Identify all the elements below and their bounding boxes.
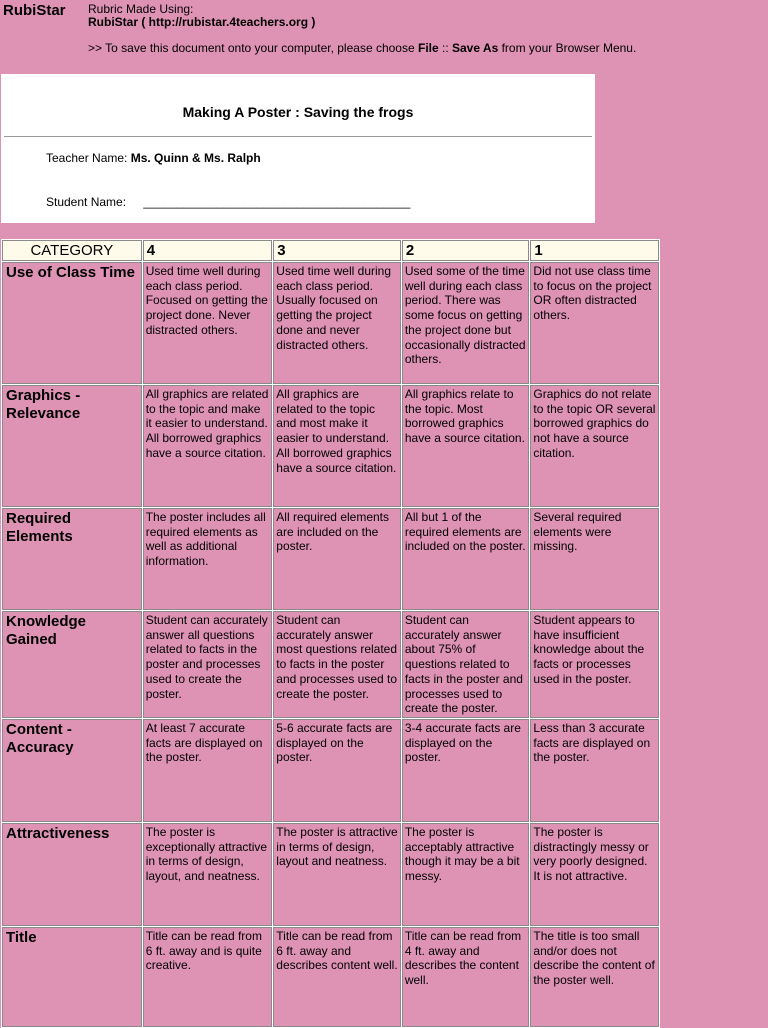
rubric-cell: All required elements are included on the poster.: [273, 508, 401, 610]
save-note-separator: ::: [438, 41, 452, 55]
save-instructions: [88, 41, 636, 55]
rubric-cell: 3-4 accurate facts are displayed on the poster.: [402, 719, 530, 822]
table-row: [2, 611, 659, 718]
table-row: [2, 823, 659, 926]
category-cell: Use of Class Time: [2, 262, 142, 384]
rubric-cell: All but 1 of the required elements are included on the poster.: [402, 508, 530, 610]
rubric-cell: 5-6 accurate facts are displayed on the poster.: [273, 719, 401, 822]
category-cell: Content - Accuracy: [2, 719, 142, 822]
column-header-3: 3: [273, 240, 401, 261]
rubric-cell: All graphics are related to the topic and most make it easier to understand. All borrowed graphics have a source citation.: [273, 385, 401, 507]
made-using-credit: [88, 3, 315, 29]
category-cell: Knowledge Gained: [2, 611, 142, 718]
rubric-cell: Student can accurately answer all questions related to facts in the poster and processes used to create the poster.: [143, 611, 273, 718]
rubric-cell: Student appears to have insufficient knowledge about the facts or processes used in the poster.: [530, 611, 659, 718]
rubric-cell: All graphics are related to the topic and make it easier to understand. All borrowed graphics have a source citation.: [143, 385, 273, 507]
table-row: [2, 508, 659, 610]
rubric-cell: The poster is distractingly messy or very poorly designed. It is not attractive.: [530, 823, 659, 926]
file-menu-label: File: [417, 41, 439, 55]
column-header-4: 4: [143, 240, 273, 261]
rubric-title: Making A Poster : Saving the frogs: [182, 104, 414, 120]
student-name-blank: ________________________________________: [143, 195, 411, 209]
rubric-cell: The poster includes all required elements as well as additional information.: [143, 508, 273, 610]
rubistar-logo: RubiStar: [3, 2, 66, 19]
save-note-suffix: from your Browser Menu.: [498, 41, 637, 55]
column-header-2: 2: [402, 240, 530, 261]
category-cell: Attractiveness: [2, 823, 142, 926]
rubric-cell: Graphics do not relate to the topic OR several borrowed graphics do not have a source citation.: [530, 385, 659, 507]
teacher-name-label: Teacher Name:: [46, 151, 128, 165]
table-row: [2, 719, 659, 822]
student-name-label: Student Name:: [46, 195, 127, 209]
rubric-cell: Less than 3 accurate facts are displayed on the poster.: [530, 719, 659, 822]
table-row: [2, 927, 659, 1027]
rubric-cell: The poster is exceptionally attractive in terms of design, layout, and neatness.: [143, 823, 273, 926]
category-cell: Title: [2, 927, 142, 1027]
category-cell: Required Elements: [2, 508, 142, 610]
rubric-cell: Several required elements were missing.: [530, 508, 659, 610]
rubric-cell: Student can accurately answer most questions related to facts in the poster and processes used to create the poster.: [273, 611, 401, 718]
rubric-cell: All graphics relate to the topic. Most borrowed graphics have a source citation.: [402, 385, 530, 507]
rubric-cell: Title can be read from 6 ft. away and is quite creative.: [143, 927, 273, 1027]
teacher-name-value: Ms. Quinn & Ms. Ralph: [130, 151, 261, 165]
rubric-cell: Used some of the time well during each class period. There was some focus on getting the project done but occasionally distracted others.: [402, 262, 530, 384]
header-divider: [4, 136, 592, 137]
rubric-cell: Used time well during each class period. Focused on getting the project done. Never distracted others.: [143, 262, 273, 384]
rubric-header-row: [2, 240, 659, 261]
rubric-cell: The title is too small and/or does not describe the content of the poster well.: [530, 927, 659, 1027]
table-row: [2, 385, 659, 507]
rubric-cell: At least 7 accurate facts are displayed on the poster.: [143, 719, 273, 822]
save-as-menu-label: Save As: [452, 41, 499, 55]
teacher-name-row: [46, 151, 261, 165]
rubric-cell: Title can be read from 4 ft. away and describes the content well.: [402, 927, 530, 1027]
made-using-label: Rubric Made Using:: [88, 2, 194, 16]
column-header-category: CATEGORY: [2, 240, 142, 261]
category-cell: Graphics - Relevance: [2, 385, 142, 507]
rubric-header: [1, 74, 595, 223]
column-header-1: 1: [530, 240, 659, 261]
rubric-cell: Student can accurately answer about 75% of questions related to facts in the poster and processes used to create the poster.: [402, 611, 530, 718]
rubric-table: [1, 239, 660, 1028]
rubric-cell: Used time well during each class period. Usually focused on getting the project done and never distracted others.: [273, 262, 401, 384]
save-note-prefix: >> To save this document onto your computer, please choose: [88, 41, 418, 55]
rubric-cell: Title can be read from 6 ft. away and describes content well.: [273, 927, 401, 1027]
rubric-cell: Did not use class time to focus on the project OR often distracted others.: [530, 262, 659, 384]
rubric-cell: The poster is acceptably attractive though it may be a bit messy.: [402, 823, 530, 926]
table-row: [2, 262, 659, 384]
student-name-row: [46, 195, 410, 209]
made-using-site: RubiStar ( http://rubistar.4teachers.org ): [88, 15, 316, 29]
rubric-cell: The poster is attractive in terms of design, layout and neatness.: [273, 823, 401, 926]
